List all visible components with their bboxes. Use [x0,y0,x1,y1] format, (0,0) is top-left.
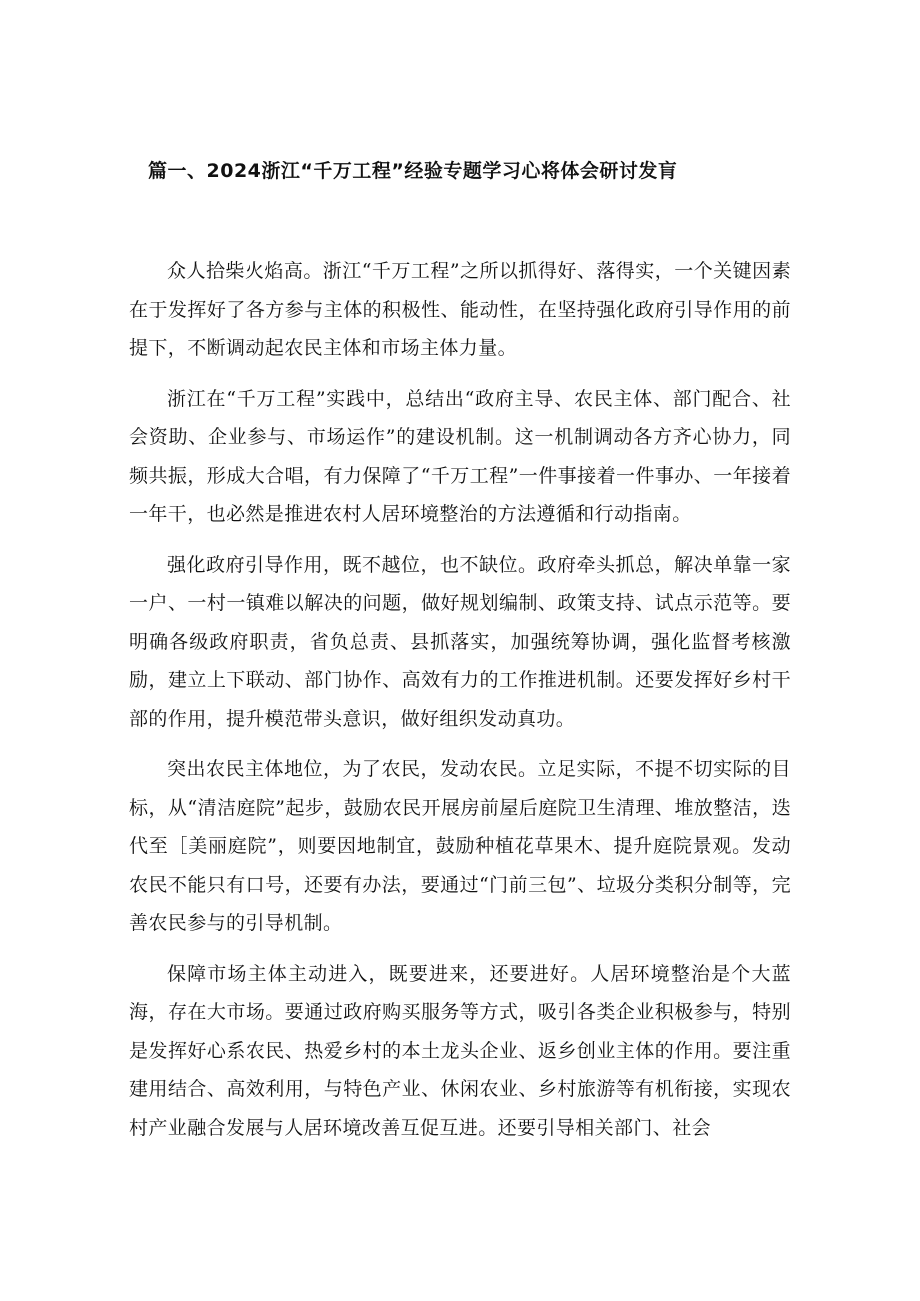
paragraph-3: 强化政府引导作用，既不越位，也不缺位。政府牵头抓总，解决单靠一家一户、一村一镇难以解决的问题，做好规划编制、政策支持、试点示范等。要明确各级政府职责，省负总责、县抓落实，加强统筹协调，强化监督考核激励，建立上下联动、部门协作、高效有力的工作推进机制。还要发挥好乡村干部的作用，提升模范带头意识，做好组织发动真功。 [129,553,791,730]
paragraph-5: 保障市场主体主动进入，既要进来，还要进好。人居环境整治是个大蓝海，存在大市场。要通过政府购买服务等方式，吸引各类企业积极参与，特别是发挥好心系农民、热爱乡村的本土龙头企业、返乡创业主体的作用。要注重建用结合、高效利用，与特色产业、休闲农业、乡村旅游等有机衔接，实现农村产业融合发展与人居环境改善互促互进。还要引导相关部门、社会 [129,962,791,1139]
paragraph-2: 浙江在“千万工程”实践中，总结出“政府主导、农民主体、部门配合、社会资助、企业参与、市场运作”的建设机制。这一机制调动各方齐心协力，同频共振，形成大合唱，有力保障了“千万工程”一件事接着一件事办、一年接着一年干，也必然是推进农村人居环境整治的方法遵循和行动指南。 [129,387,791,525]
document-title: 篇一、2024浙江“千万工程”经验专题学习心将体会研讨发肓 [148,160,678,182]
paragraph-4: 突出农民主体地位，为了农民，发动农民。立足实际，不提不切实际的目标，从“清洁庭院”起步，鼓励农民开展房前屋后庭院卫生清理、堆放整洁，迭代至［美丽庭院”，则要因地制宜，鼓励种植花草果木、提升庭院景观。发动农民不能只有口号，还要有办法，要通过“门前三包”、垃圾分类积分制等，完善农民参与的引导机制。 [129,758,791,934]
paragraph-1: 众人拾柴火焰高。浙江“千万工程”之所以抓得好、落得实，一个关键因素在于发挥好了各方参与主体的积极性、能动性，在坚持强化政府引导作用的前提下，不断调动起农民主体和市场主体力量。 [129,260,791,359]
document-body [129,252,791,1159]
